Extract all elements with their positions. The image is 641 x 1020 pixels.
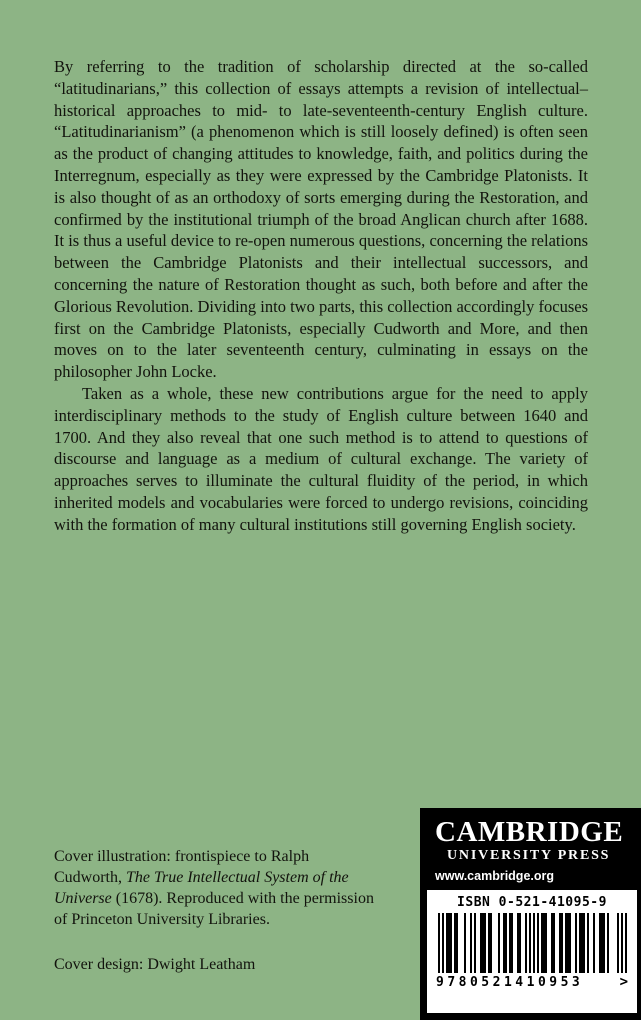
blurb-paragraph-2: Taken as a whole, these new contributions argue for the need to apply interdisciplinary methods to the study of English culture between 1640 and 1700. And they also reveal that one such method is to attend to questions of discourse and language as a medium of cultural exchange. The variety of approaches serves to illuminate the cultural fluidity of the period, in which inherited models and vocabularies were forced to undergo revisions, coinciding with the formation of many cultural institutions still governing English society. bbox=[54, 383, 588, 534]
isbn-label: ISBN 0-521-41095-9 bbox=[457, 895, 607, 910]
illustration-credit-prefix: Cover illustration: frontispiece to Ralph Cudworth, bbox=[54, 848, 310, 886]
publisher-panel bbox=[420, 808, 641, 1020]
publisher-website: www.cambridge.org bbox=[435, 869, 555, 884]
isbn-box bbox=[427, 890, 637, 1013]
barcode-number bbox=[436, 974, 628, 990]
cover-illustration-credit bbox=[54, 846, 378, 930]
barcode-quiet-zone-mark: > bbox=[619, 974, 628, 990]
cover-design-credit: Cover design: Dwight Leatham bbox=[54, 956, 256, 973]
blurb-paragraph-1: By referring to the tradition of scholarship directed at the so-called “latitudinarians,” this collection of essays attempts a revision of intellectual–historical approaches to mid- to late-seventeenth-century English culture. “Latitudinarianism” (a phenomenon which is still loosely defined) is often seen as the product of changing attitudes to knowledge, faith, and politics during the Interregnum, especially as they were expressed by the Cambridge Platonists. It is also thought of as an orthodoxy of sorts emerging during the Restoration, and confirmed by the institutional triumph of the broad Anglican church after 1688. It is thus a useful device to re-open numerous questions, concerning the relations between the Cambridge Platonists and their intellectual successors, and concerning the nature of Restoration thought as such, both before and after the Glorious Revolution. Dividing into two parts, this collection accordingly focuses first on the Cambridge Platonists, especially Cudworth and More, and then moves on to the later seventeenth century, culminating in essays on the philosopher John Locke. bbox=[54, 57, 588, 382]
illustration-book-title: The True Intellectual System of the Universe bbox=[54, 869, 349, 907]
credits bbox=[54, 846, 378, 975]
barcode-digits: 9780521410953 bbox=[436, 974, 584, 990]
illustration-credit-suffix: (1678). Reproduced with the permission of Princeton University Libraries. bbox=[54, 890, 374, 928]
blurb bbox=[54, 56, 588, 536]
barcode bbox=[438, 913, 626, 973]
publisher-subtitle: UNIVERSITY PRESS bbox=[447, 848, 611, 864]
publisher-name: CAMBRIDGE bbox=[435, 816, 624, 848]
